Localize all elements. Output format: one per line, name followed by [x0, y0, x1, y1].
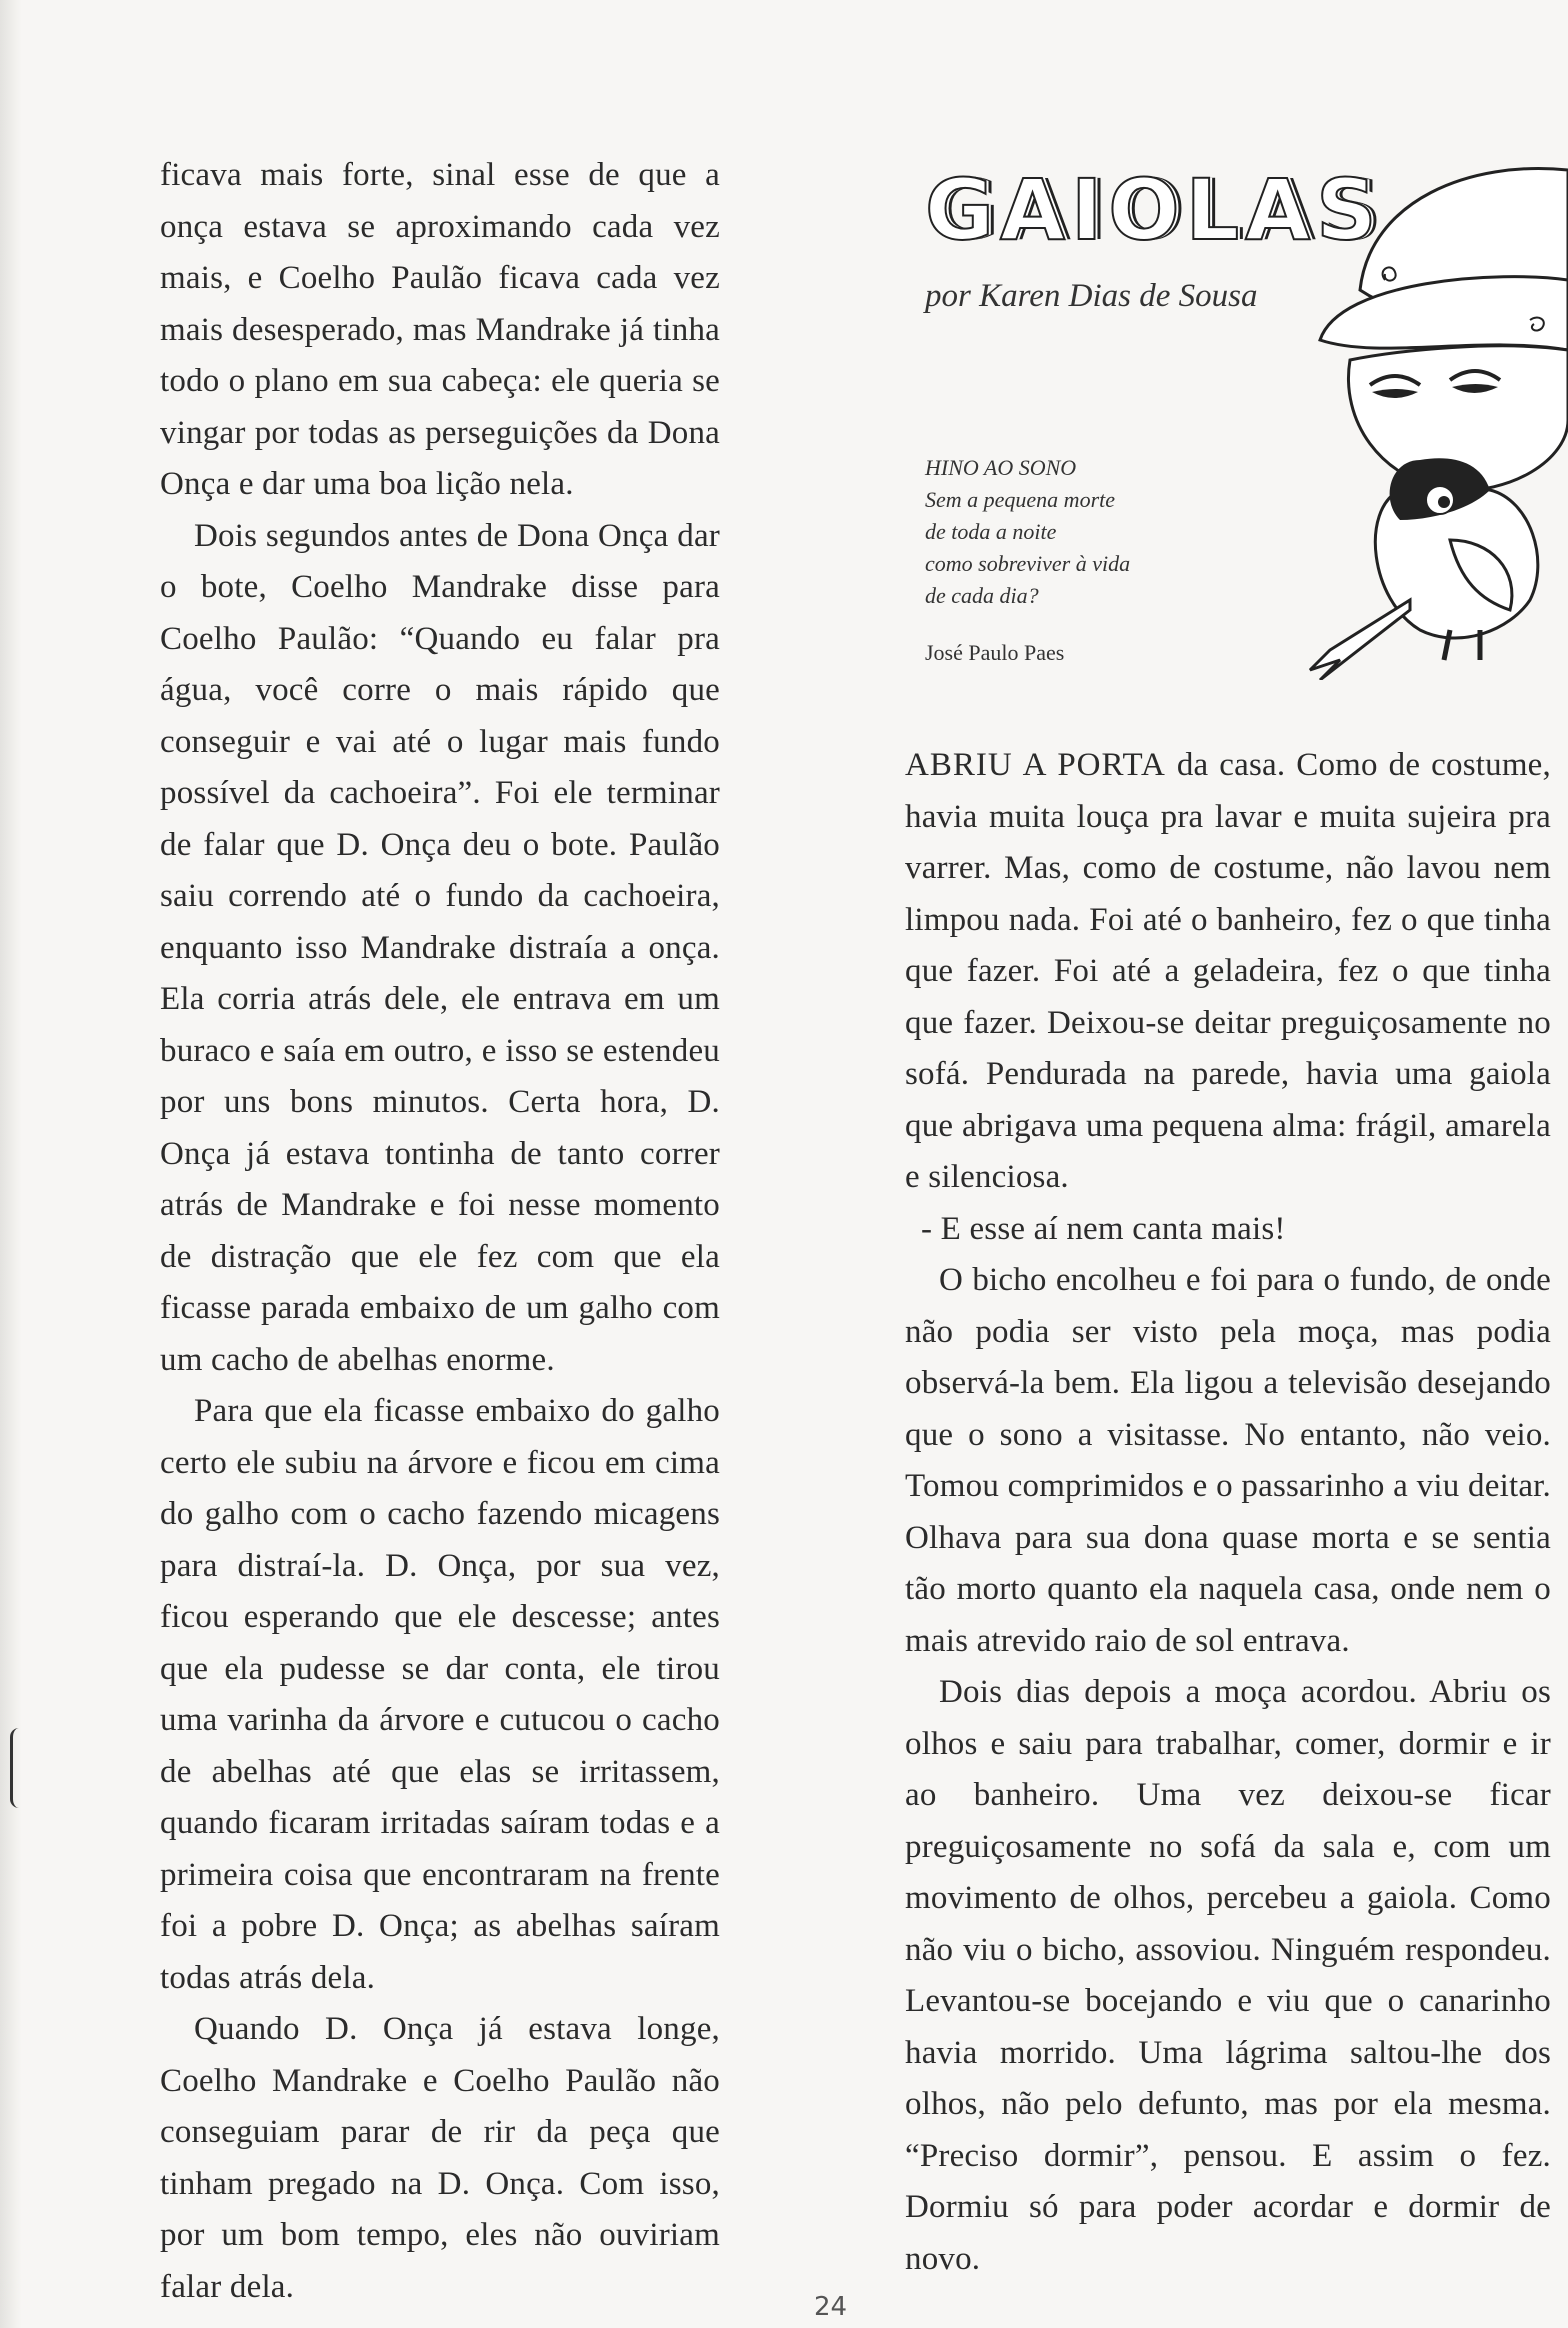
left-column-text	[160, 150, 720, 2313]
opening-caps: ABRIU A PORTA	[905, 747, 1166, 783]
poem-title: HINO AO SONO	[925, 455, 1077, 480]
right-paragraph-4: Dois dias depois a moça acordou. Abriu os olhos e saiu para trabalhar, comer, dormir e ir ao banheiro. Uma vez deixou-se ficar preguiçosamente no sofá da sala e, com um movimento de olhos, percebeu a gaiola. Como não viu o bicho, assoviou. Ninguém respondeu. Levantou-se bocejando e viu que o canarinho havia morrido. Uma lágrima saltou-lhe dos olhos, não pelo defunto, mas por ela mesma. “Preciso dormir”, pensou. E assim o fez. Dormiu só para poder acordar e dormir de novo.	[905, 1674, 1551, 2277]
story-byline: por Karen Dias de Sousa	[925, 278, 1258, 314]
poem-line-1: Sem a pequena morte	[925, 487, 1116, 512]
right-paragraph-1-text: da casa. Como de costume, havia muita louça pra lavar e muita sujeira pra varrer. Mas, como de costume, não lavou nem limpou nada. Foi até o banheiro, fez o que tinha que fazer. Foi até a geladeira, fez o que tinha que fazer. Deixou-se deitar preguiçosamente no sofá. Pendurada na parede, havia uma gaiola que abrigava uma pequena alma: frágil, amarela e silenciosa.	[905, 747, 1551, 1195]
page-edge	[0, 0, 22, 2328]
poem-line-4: de cada dia?	[925, 583, 1039, 608]
right-paragraph-2: - E esse aí nem canta mais!	[921, 1210, 1286, 1247]
bird-tail	[1310, 600, 1410, 680]
right-paragraph-1	[905, 740, 1551, 1204]
hat-brim	[1320, 277, 1568, 350]
binding-mark	[10, 1728, 19, 1808]
page-number: 24	[814, 2292, 848, 2322]
left-paragraph-3: Para que ela ficasse embaixo do galho certo ele subiu na árvore e ficou em cima do galho com o cacho fazendo micagens para distraí-la. D. Onça, por sua vez, ficou esperando que ele descesse; antes que ela pudesse se dar conta, ele tirou uma varinha da árvore e cutucou o cacho de abelhas até que elas se irritassem, quando ficaram irritadas saíram todas e a primeira coisa que encontraram na frente foi a pobre D. Onça; as abelhas saíram todas atrás dela.	[160, 1393, 720, 1996]
story-title: GAIOLAS	[925, 161, 1383, 259]
right-paragraph-3: O bicho encolheu e foi para o fundo, de onde não podia ser visto pela moça, mas podia observá-la bem. Ela ligou a televisão desejando que o sono a visitasse. No entanto, não veio. Tomou comprimidos e o passarinho a viu deitar. Olhava para sua dona quase morta e se sentia tão morto quanto ela naquela casa, onde nem o mais atrevido raio de sol entrava.	[905, 1262, 1551, 1659]
poem-author: José Paulo Paes	[925, 640, 1065, 665]
poem-line-3: como sobreviver à vida	[925, 551, 1131, 576]
epigraph-poem	[925, 452, 1130, 612]
bird-pupil	[1438, 496, 1450, 508]
right-column-text	[905, 740, 1551, 2285]
left-paragraph-1: ficava mais forte, sinal esse de que a onça estava se aproximando cada vez mais, e Coelho Paulão ficava cada vez mais desesperado, mas Mandrake já tinha todo o plano em sua cabeça: ele queria se vingar por todas as perseguições da Dona Onça e dar uma boa lição nela.	[160, 157, 720, 502]
hat-bird-illustration	[1300, 160, 1568, 680]
left-paragraph-2: Dois segundos antes de Dona Onça dar o bote, Coelho Mandrake disse para Coelho Paulão: “Quando eu falar pra água, você corre o mais rápido que conseguir e vai até o lugar mais fundo possível da cachoeira”. Foi ele terminar de falar que D. Onça deu o bote. Paulão saiu correndo até o fundo da cachoeira, enquanto isso Mandrake distraía a onça. Ela corria atrás dele, ele entrava em um buraco e saía em outro, e isso se estendeu por uns bons minutos. Certa hora, D. Onça já estava tontinha de tanto correr atrás de Mandrake e foi nesse momento de distração que ele fez com que ela ficasse parada embaixo de um galho com um cacho de abelhas enorme.	[160, 517, 720, 1378]
left-paragraph-4: Quando D. Onça já estava longe, Coelho Mandrake e Coelho Paulão não conseguiam parar de rir da peça que tinham pregado na D. Onça. Com isso, por um bom tempo, eles não ouviriam falar dela.	[160, 2011, 720, 2305]
poem-line-2: de toda a noite	[925, 519, 1057, 544]
